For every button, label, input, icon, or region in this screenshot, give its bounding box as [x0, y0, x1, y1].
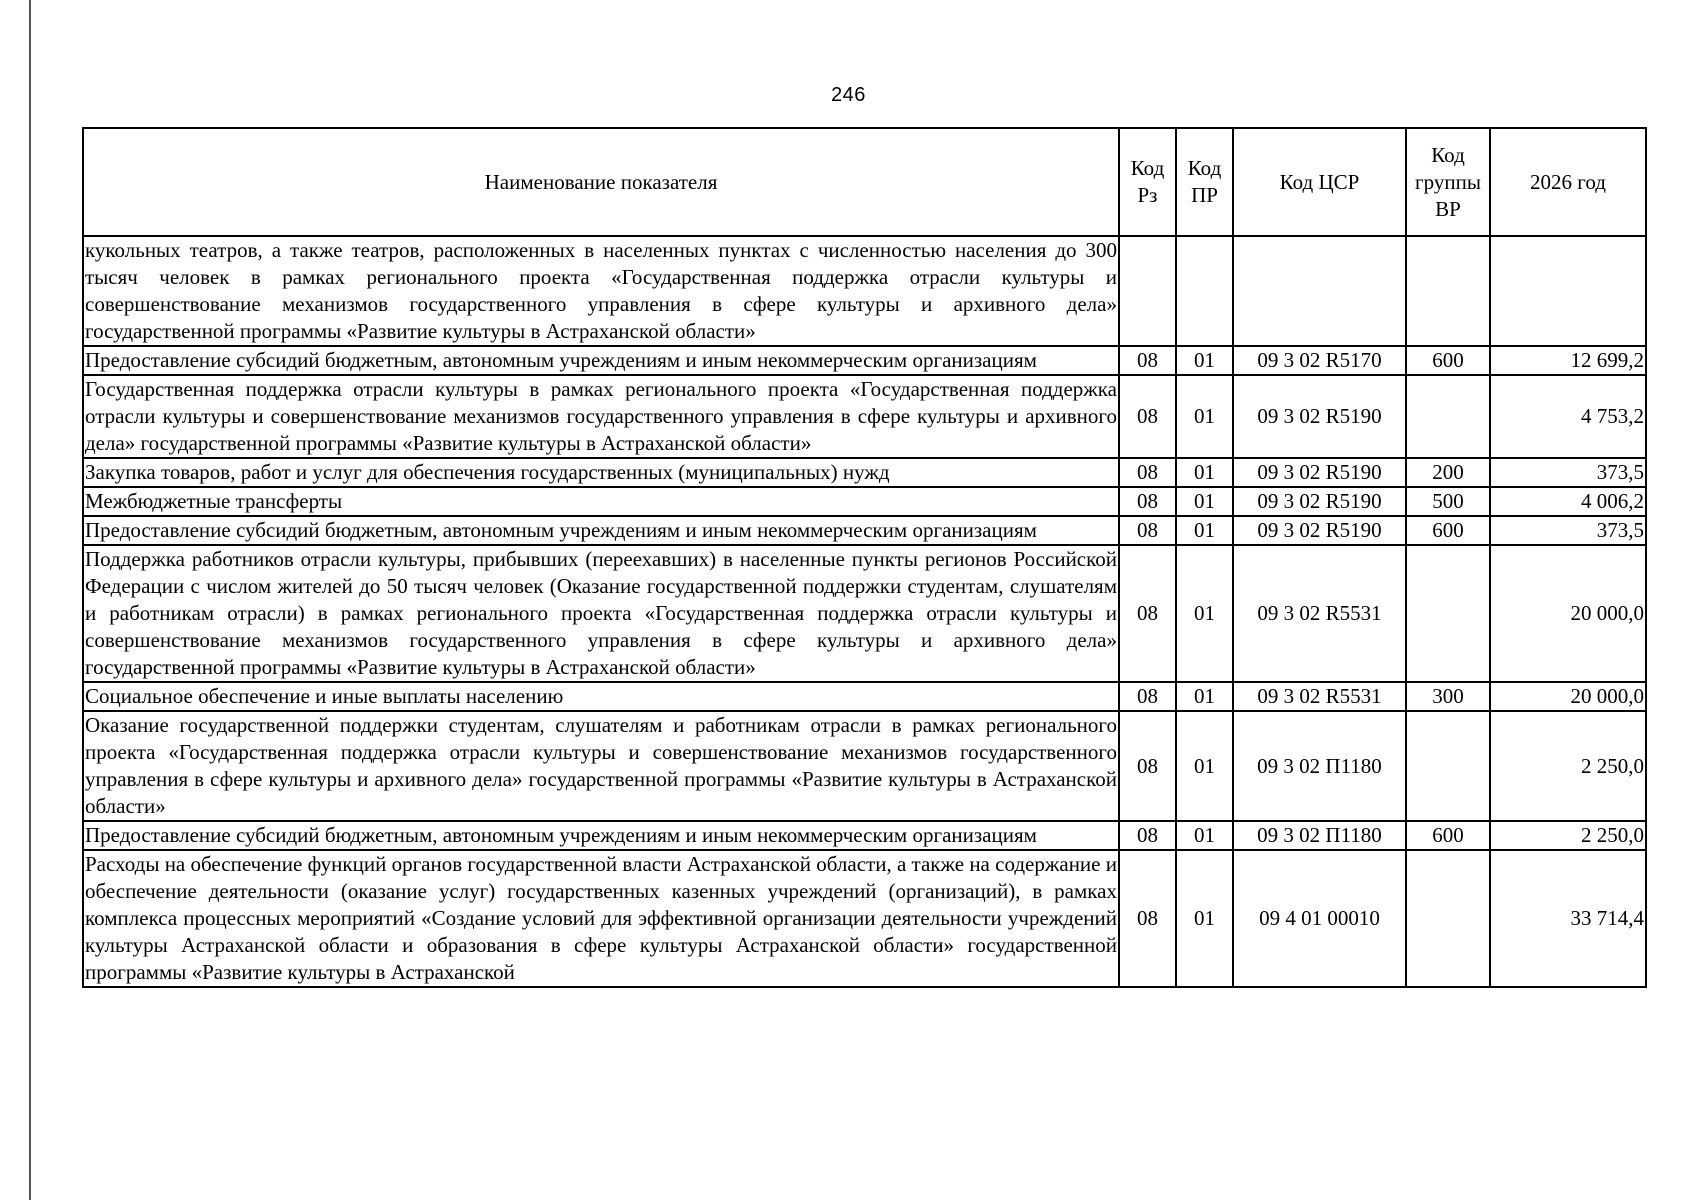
- table-row: [83, 375, 1646, 458]
- row-name: кукольных театров, а также театров, расположенных в населенных пунктах с численностью населения до 300 тысяч человек в рамках регионального проекта «Государственная поддержка отрасли культуры и совершенствование механизмов государственного управления в сфере культуры и архивного дела» государственной программы «Развитие культуры в Астраханской области»: [83, 236, 1119, 346]
- row-csr: 09 3 02 R5190: [1233, 458, 1406, 487]
- row-csr: 09 3 02 П1180: [1233, 711, 1406, 821]
- row-rz: 08: [1119, 346, 1176, 375]
- header-rz: Код Рз: [1119, 128, 1176, 236]
- row-vr: [1406, 375, 1490, 458]
- header-pr: Код ПР: [1176, 128, 1233, 236]
- page-number: 246: [831, 84, 866, 106]
- row-csr: 09 3 02 R5531: [1233, 682, 1406, 711]
- row-amount: 20 000,0: [1490, 545, 1646, 682]
- row-name: Расходы на обеспечение функций органов государственной власти Астраханской области, а также на содержание и обеспечение деятельности (оказание услуг) государственных казенных учреждений (организаций), в рамках комплекса процессных мероприятий «Создание условий для эффективной организации деятельности учреждений культуры Астраханской области и образования в сфере культуры Астраханской области» государственной программы «Развитие культуры в Астраханской: [83, 850, 1119, 987]
- row-name: Оказание государственной поддержки студентам, слушателям и работникам отрасли в рамках регионального проекта «Государственная поддержка отрасли культуры и совершенствование механизмов государственного управления в сфере культуры и архивного дела» государственной программы «Развитие культуры в Астраханской области»: [83, 711, 1119, 821]
- row-amount: 20 000,0: [1490, 682, 1646, 711]
- row-pr: 01: [1176, 487, 1233, 516]
- table-row: [83, 850, 1646, 987]
- row-vr: [1406, 236, 1490, 346]
- row-rz: 08: [1119, 458, 1176, 487]
- row-name: Закупка товаров, работ и услуг для обеспечения государственных (муниципальных) нужд: [83, 458, 1119, 487]
- row-csr: 09 3 02 R5190: [1233, 487, 1406, 516]
- row-vr: 600: [1406, 821, 1490, 850]
- row-rz: 08: [1119, 682, 1176, 711]
- row-vr: 500: [1406, 487, 1490, 516]
- table-row: [83, 682, 1646, 711]
- row-amount: 4 753,2: [1490, 375, 1646, 458]
- header-year: 2026 год: [1490, 128, 1646, 236]
- header-row: [83, 128, 1646, 236]
- row-amount: 4 006,2: [1490, 487, 1646, 516]
- row-name: Поддержка работников отрасли культуры, прибывших (переехавших) в населенные пункты регионов Российской Федерации с числом жителей до 50 тысяч человек (Оказание государственной поддержки студентам, слушателям и работникам отрасли) в рамках регионального проекта «Государственная поддержка отрасли культуры и совершенствование механизмов государственного управления в сфере культуры и архивного дела» государственной программы «Развитие культуры в Астраханской области»: [83, 545, 1119, 682]
- row-pr: 01: [1176, 682, 1233, 711]
- row-pr: 01: [1176, 821, 1233, 850]
- row-amount: 373,5: [1490, 516, 1646, 545]
- row-amount: 12 699,2: [1490, 346, 1646, 375]
- row-rz: 08: [1119, 516, 1176, 545]
- table-row: [83, 516, 1646, 545]
- page-margin-line: [29, 0, 31, 1200]
- row-pr: 01: [1176, 850, 1233, 987]
- row-csr: 09 3 02 R5170: [1233, 346, 1406, 375]
- row-amount: [1490, 236, 1646, 346]
- table-row: [83, 545, 1646, 682]
- row-vr: [1406, 711, 1490, 821]
- table-row: [83, 346, 1646, 375]
- row-rz: 08: [1119, 711, 1176, 821]
- header-name: Наименование показателя: [83, 128, 1119, 236]
- row-csr: [1233, 236, 1406, 346]
- row-pr: 01: [1176, 545, 1233, 682]
- row-vr: 200: [1406, 458, 1490, 487]
- row-name: Межбюджетные трансферты: [83, 487, 1119, 516]
- row-vr: [1406, 545, 1490, 682]
- row-name: Предоставление субсидий бюджетным, автономным учреждениям и иным некоммерческим организациям: [83, 821, 1119, 850]
- table-row: [83, 821, 1646, 850]
- row-pr: [1176, 236, 1233, 346]
- row-vr: [1406, 850, 1490, 987]
- row-pr: 01: [1176, 516, 1233, 545]
- row-rz: [1119, 236, 1176, 346]
- table-header: [83, 128, 1646, 236]
- row-csr: 09 3 02 R5531: [1233, 545, 1406, 682]
- row-vr: 300: [1406, 682, 1490, 711]
- row-name: Предоставление субсидий бюджетным, автономным учреждениям и иным некоммерческим организациям: [83, 516, 1119, 545]
- row-rz: 08: [1119, 850, 1176, 987]
- row-name: Предоставление субсидий бюджетным, автономным учреждениям и иным некоммерческим организациям: [83, 346, 1119, 375]
- budget-table: [82, 127, 1647, 988]
- table-row: [83, 711, 1646, 821]
- table-row: [83, 458, 1646, 487]
- header-csr: Код ЦСР: [1233, 128, 1406, 236]
- row-name: Социальное обеспечение и иные выплаты населению: [83, 682, 1119, 711]
- table-body: [83, 236, 1646, 987]
- row-vr: 600: [1406, 346, 1490, 375]
- row-csr: 09 3 02 R5190: [1233, 516, 1406, 545]
- row-rz: 08: [1119, 375, 1176, 458]
- table-row: [83, 236, 1646, 346]
- header-vr: Код группы ВР: [1406, 128, 1490, 236]
- row-rz: 08: [1119, 821, 1176, 850]
- row-pr: 01: [1176, 458, 1233, 487]
- row-pr: 01: [1176, 346, 1233, 375]
- row-rz: 08: [1119, 487, 1176, 516]
- row-pr: 01: [1176, 375, 1233, 458]
- table-row: [83, 487, 1646, 516]
- row-name: Государственная поддержка отрасли культуры в рамках регионального проекта «Государственная поддержка отрасли культуры и совершенствование механизмов государственного управления в сфере культуры и архивного дела» государственной программы «Развитие культуры в Астраханской области»: [83, 375, 1119, 458]
- row-csr: 09 3 02 R5190: [1233, 375, 1406, 458]
- row-amount: 33 714,4: [1490, 850, 1646, 987]
- row-rz: 08: [1119, 545, 1176, 682]
- row-amount: 373,5: [1490, 458, 1646, 487]
- row-pr: 01: [1176, 711, 1233, 821]
- row-amount: 2 250,0: [1490, 711, 1646, 821]
- row-vr: 600: [1406, 516, 1490, 545]
- row-amount: 2 250,0: [1490, 821, 1646, 850]
- row-csr: 09 3 02 П1180: [1233, 821, 1406, 850]
- row-csr: 09 4 01 00010: [1233, 850, 1406, 987]
